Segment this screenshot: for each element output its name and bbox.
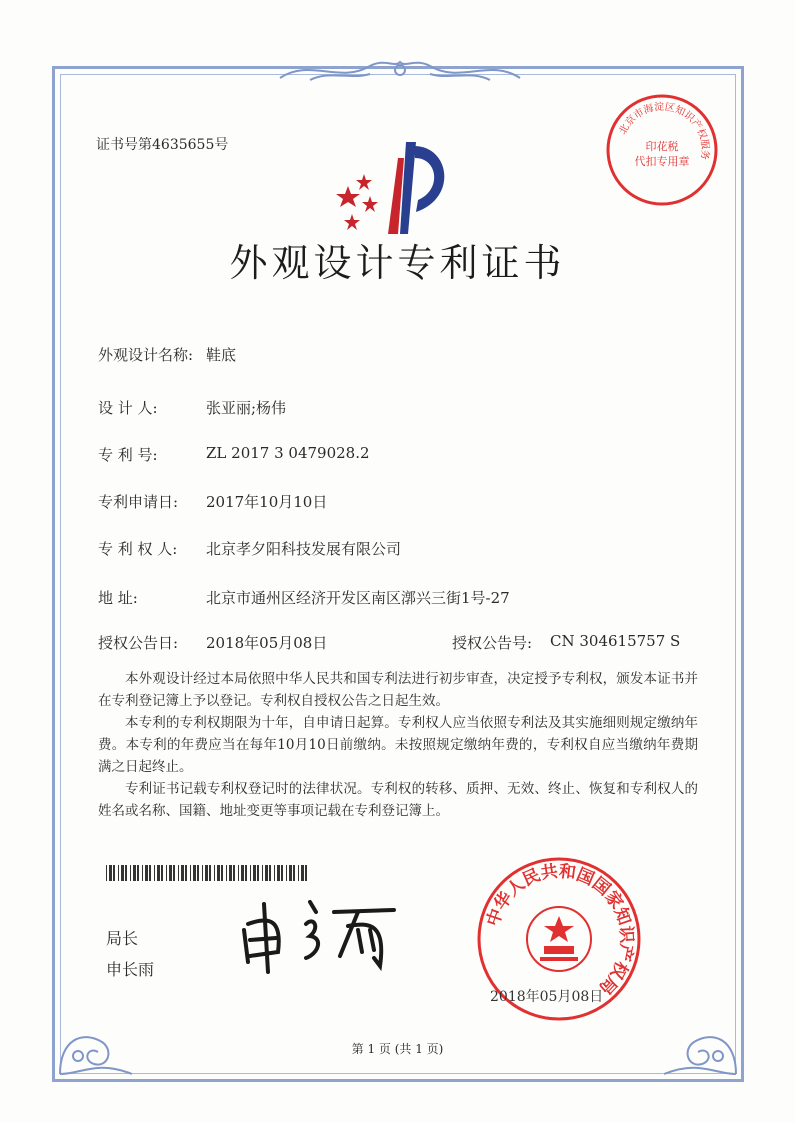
tax-stamp-ring-text: 北京市海淀区知识产权服务 [617, 101, 711, 161]
patent-no-value: ZL 2017 3 0479028.2 [206, 444, 370, 462]
patentee-label: 专 利 权 人: [98, 540, 178, 558]
tax-stamp-line1: 印花税 [645, 140, 679, 153]
patentee-value: 北京孝夕阳科技发展有限公司 [206, 540, 402, 558]
designer-label: 设 计 人: [98, 399, 158, 417]
cnipa-logo [330, 138, 460, 238]
tax-stamp [604, 92, 720, 208]
paragraph-3: 专利证书记载专利权登记时的法律状况。专利权的转移、质押、无效、终止、恢复和专利权人的姓名或名称、国籍、地址变更等事项记载在专利登记簿上。 [98, 781, 698, 819]
seal-date: 2018年05月08日 [490, 989, 604, 1005]
grant-date-value: 2018年05月08日 [206, 634, 328, 652]
cnipa-seal-ring-text: 中华人民共和国国家知识产权局 [483, 861, 637, 998]
page-footer: 第 1 页 (共 1 页) [351, 1042, 444, 1056]
director-title: 局长 [106, 929, 139, 948]
certificate-title: 外观设计专利证书 [229, 241, 566, 285]
national-emblem-icon [527, 907, 591, 971]
designer-value: 张亚丽;杨伟 [206, 399, 287, 417]
grant-no-value: CN 304615757 S [550, 632, 681, 650]
paragraph-2: 本专利的专利权期限为十年，自申请日起算。专利权人应当依照专利法及其实施细则规定缴纳年费。本专利的年费应当在每年10月10日前缴纳。未按照规定缴纳年费的，专利权自应当缴纳年费期满之日起终止。 [98, 715, 698, 775]
filing-date-value: 2017年10月10日 [206, 493, 328, 511]
top-ornament [270, 56, 530, 86]
barcode [106, 865, 312, 881]
address-label: 地 址: [98, 589, 138, 607]
certificate-number: 证书号第4635655号 [96, 137, 229, 153]
address-value: 北京市通州区经济开发区南区漷兴三街1号-27 [206, 589, 510, 607]
certificate-body [98, 668, 698, 822]
director-signature [230, 896, 410, 976]
design-name-label: 外观设计名称: [98, 346, 194, 364]
director-name: 申长雨 [106, 960, 155, 979]
grant-date-label: 授权公告日: [98, 634, 179, 652]
corner-ornament-right [654, 990, 744, 1080]
patent-no-label: 专 利 号: [98, 446, 158, 464]
filing-date-label: 专利申请日: [98, 493, 179, 511]
design-name-value: 鞋底 [206, 346, 237, 364]
tax-stamp-line2: 代扣专用章 [634, 155, 690, 168]
grant-no-label: 授权公告号: [452, 634, 533, 652]
corner-ornament-left [52, 990, 142, 1080]
paragraph-1: 本外观设计经过本局依照中华人民共和国专利法进行初步审查，决定授予专利权，颁发本证书并在专利登记簿上予以登记。专利权自授权公告之日起生效。 [98, 671, 698, 709]
